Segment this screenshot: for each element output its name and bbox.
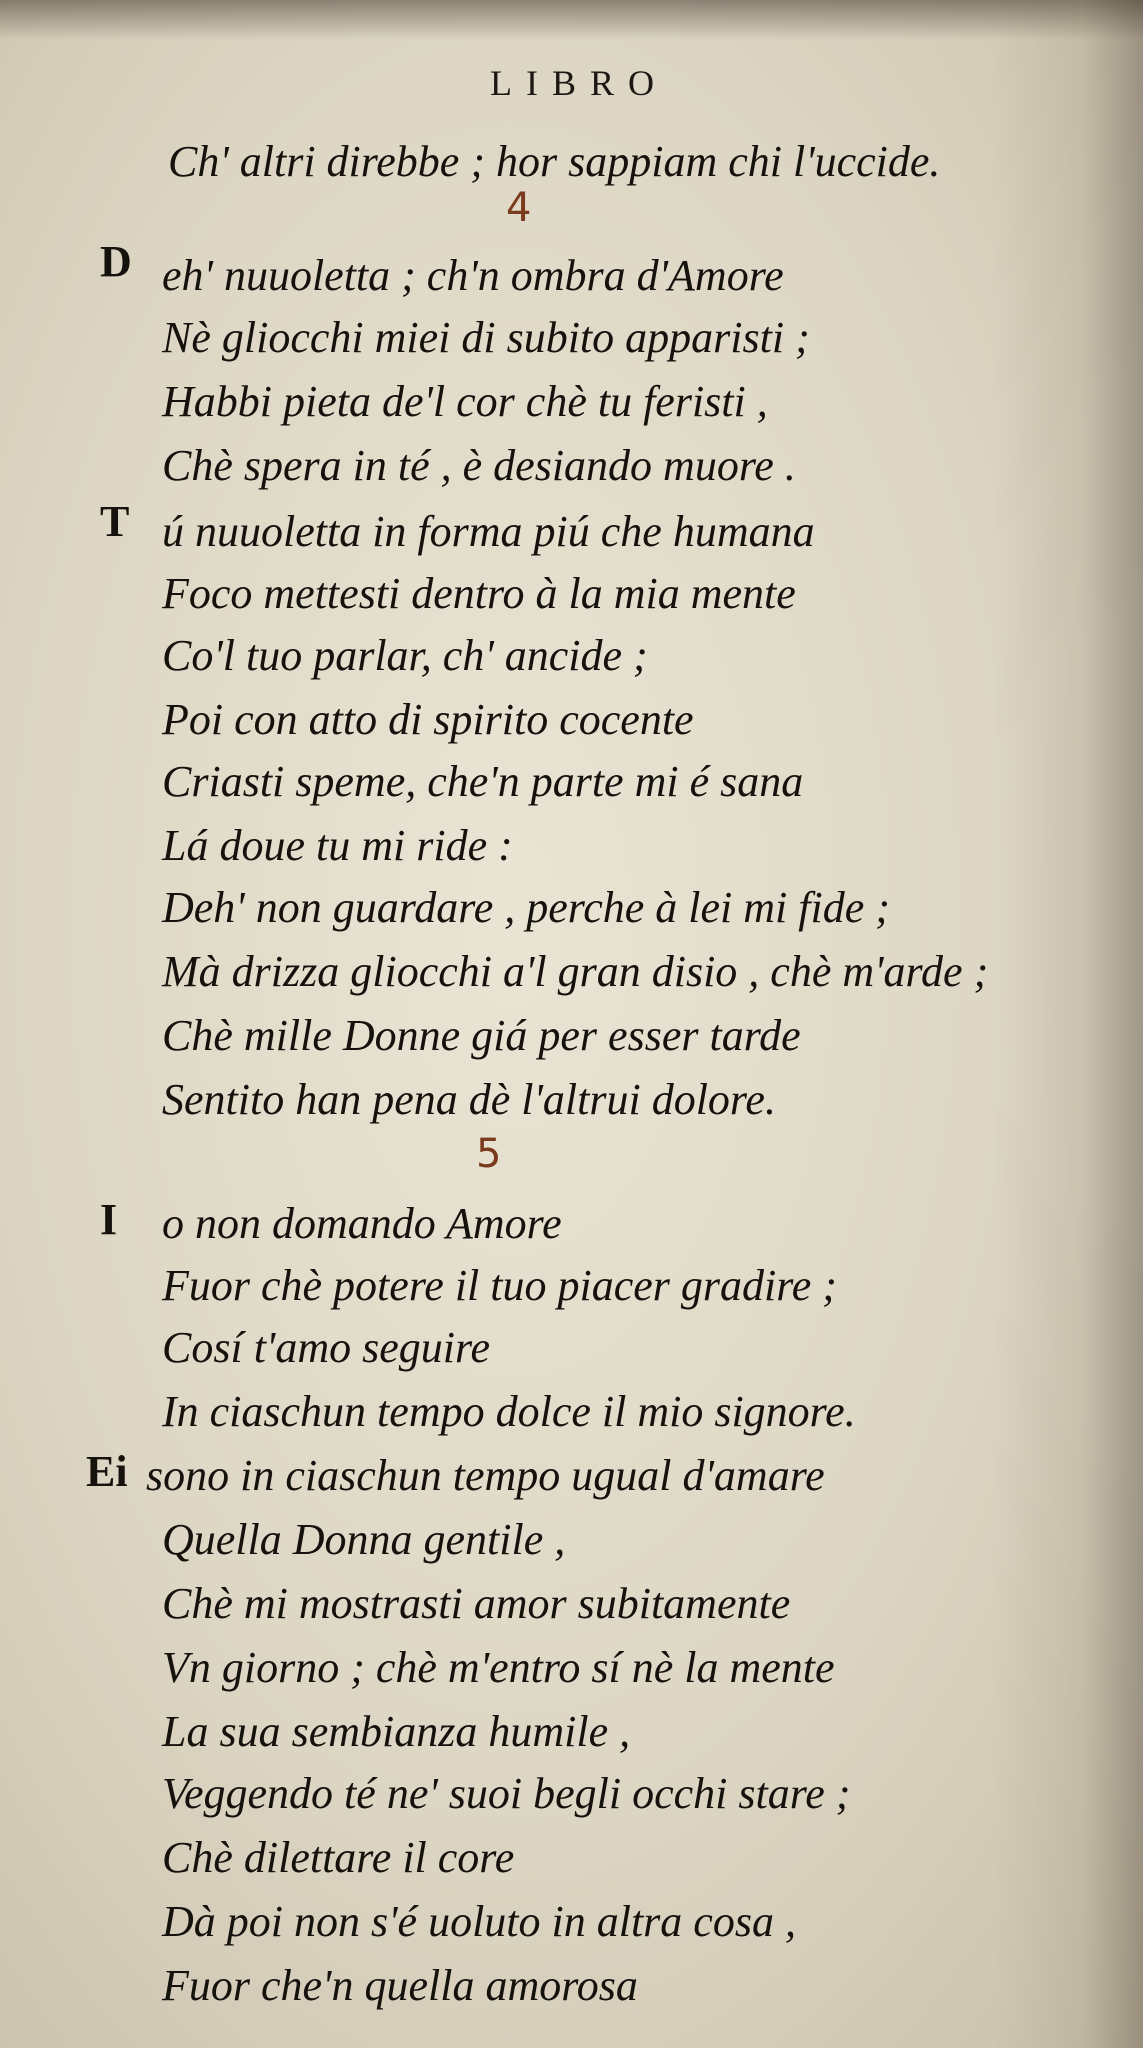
verse-line: Co'l tuo parlar, ch' ancide ; (162, 631, 648, 680)
verse-line: Veggendo té ne' suoi begli occhi stare ; (162, 1769, 851, 1818)
verse-line: Vn giorno ; chè m'entro sí nè la mente (162, 1643, 835, 1692)
verse-line: Lá doue tu mi ride : (162, 821, 513, 870)
verse-line: Nè gliocchi miei di subito apparisti ; (162, 313, 810, 362)
page-edge-bleedthrough (993, 0, 1143, 2048)
verse-line: ú nuuoletta in forma piú che humana (162, 507, 815, 556)
verse-line: Chè mi mostrasti amor subitamente (162, 1579, 791, 1628)
verse-line: La sua sembianza humile , (162, 1707, 631, 1756)
verse-line: Chè spera in té , è desiando muore . (162, 441, 796, 490)
verse-line: Deh' non guardare , perche à lei mi fide ; (162, 883, 890, 932)
verse-line: Fuor chè potere il tuo piacer gradire ; (162, 1261, 837, 1310)
verse-line: Foco mettesti dentro à la mia mente (162, 569, 796, 618)
verse-line: In ciaschun tempo dolce il mio signore. (162, 1387, 856, 1436)
verse-line: Chè dilettare il core (162, 1833, 515, 1882)
verse-line: Fuor che'n quella amorosa (162, 1961, 638, 2010)
page-top-shadow (0, 0, 1143, 40)
stanza-initial: T (100, 497, 130, 546)
stanza-initial: D (100, 237, 132, 286)
top-line: Ch' altri direbbe ; hor sappiam chi l'uccide. (168, 137, 941, 186)
verse-line: o non domando Amore (162, 1199, 562, 1248)
stanza-initial: I (100, 1195, 118, 1244)
verse-line: Quella Donna gentile , (162, 1515, 566, 1564)
verse-line: Mà drizza gliocchi a'l gran disio , chè m'arde ; (162, 947, 989, 996)
verse-line: Sentito han pena dè l'altrui dolore. (162, 1075, 776, 1124)
verse-line: Chè mille Donne giá per esser tarde (162, 1011, 801, 1060)
poem-number: 5 (476, 1131, 502, 1177)
poem-number: 4 (506, 185, 532, 231)
verse-line: Dà poi non s'é uoluto in altra cosa , (162, 1897, 796, 1946)
verse-line: sono in ciaschun tempo ugual d'amare (146, 1451, 825, 1500)
verse-line: Poi con atto di spirito cocente (162, 695, 694, 744)
verse-line: Cosí t'amo seguire (162, 1323, 491, 1372)
verse-line: Habbi pieta de'l cor chè tu feristi , (162, 377, 768, 426)
verse-line: Criasti speme, che'n parte mi é sana (162, 757, 804, 806)
running-header: LIBRO (490, 63, 668, 103)
verse-line: eh' nuuoletta ; ch'n ombra d'Amore (162, 251, 784, 300)
stanza-initial: Ei (86, 1447, 128, 1496)
